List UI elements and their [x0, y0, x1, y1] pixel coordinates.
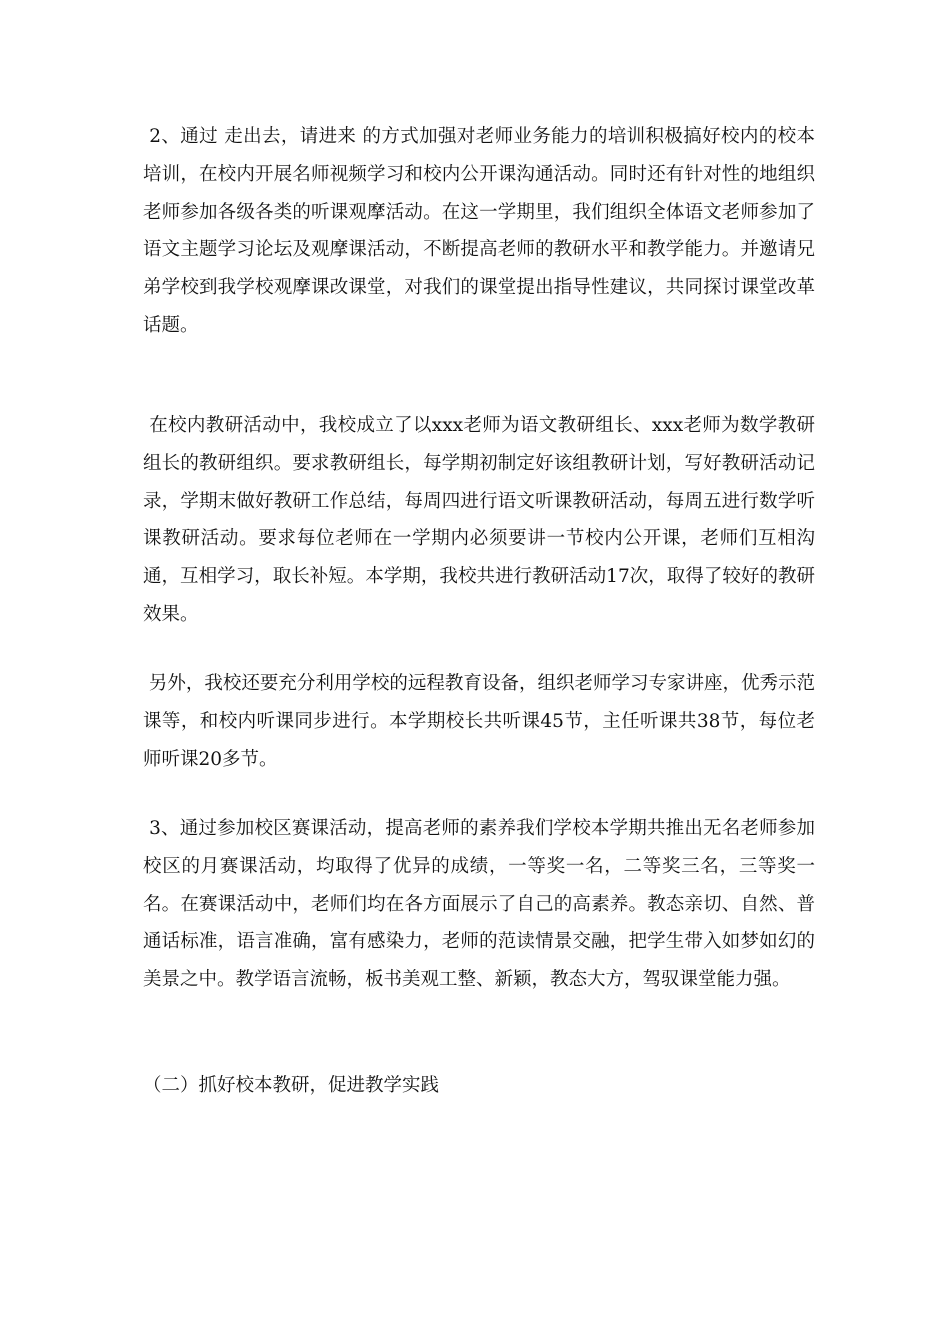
- paragraph-remote-education: 另外，我校还要充分利用学校的远程教育设备，组织老师学习专家讲座，优秀示范课等，和校内听课同步进行。本学期校长共听课45节，主任听课共38节，每位老师听课20多节。: [143, 673, 815, 770]
- paragraph-teaching-research: 在校内教研活动中，我校成立了以xxx老师为语文教研组长、xxx老师为数学教研组长的教研组织。要求教研组长，每学期初制定好该组教研计划，写好教研活动记录，学期末做好教研工作总结，每周四进行语文听课教研活动，每周五进行数学听课教研活动。要求每位老师在一学期内必须要讲一节校内公开课，老师们互相沟通，互相学习，取长补短。本学期，我校共进行教研活动17次，取得了较好的教研效果。: [143, 415, 815, 625]
- section-heading: （二）抓好校本教研，促进教学实践: [143, 1075, 440, 1096]
- paragraph-training: 2、通过 走出去，请进来 的方式加强对老师业务能力的培训积极搞好校内的校本培训，在校内开展名师视频学习和校内公开课沟通活动。同时还有针对性的地组织老师参加各级各类的听课观摩活动。在这一学期里，我们组织全体语文老师参加了语文主题学习论坛及观摩课活动，不断提高老师的教研水平和教学能力。并邀请兄弟学校到我学校观摩课改课堂，对我们的课堂提出指导性建议，共同探讨课堂改革话题。: [143, 126, 815, 336]
- paragraph-competition: 3、通过参加校区赛课活动，提高老师的素养我们学校本学期共推出无名老师参加校区的月赛课活动，均取得了优异的成绩，一等奖一名，二等奖三名，三等奖一名。在赛课活动中，老师们均在各方面展示了自己的高素养。教态亲切、自然、普通话标准，语言准确，富有感染力，老师的范读情景交融，把学生带入如梦如幻的美景之中。教学语言流畅，板书美观工整、新颖，教态大方，驾驭课堂能力强。: [143, 818, 815, 991]
